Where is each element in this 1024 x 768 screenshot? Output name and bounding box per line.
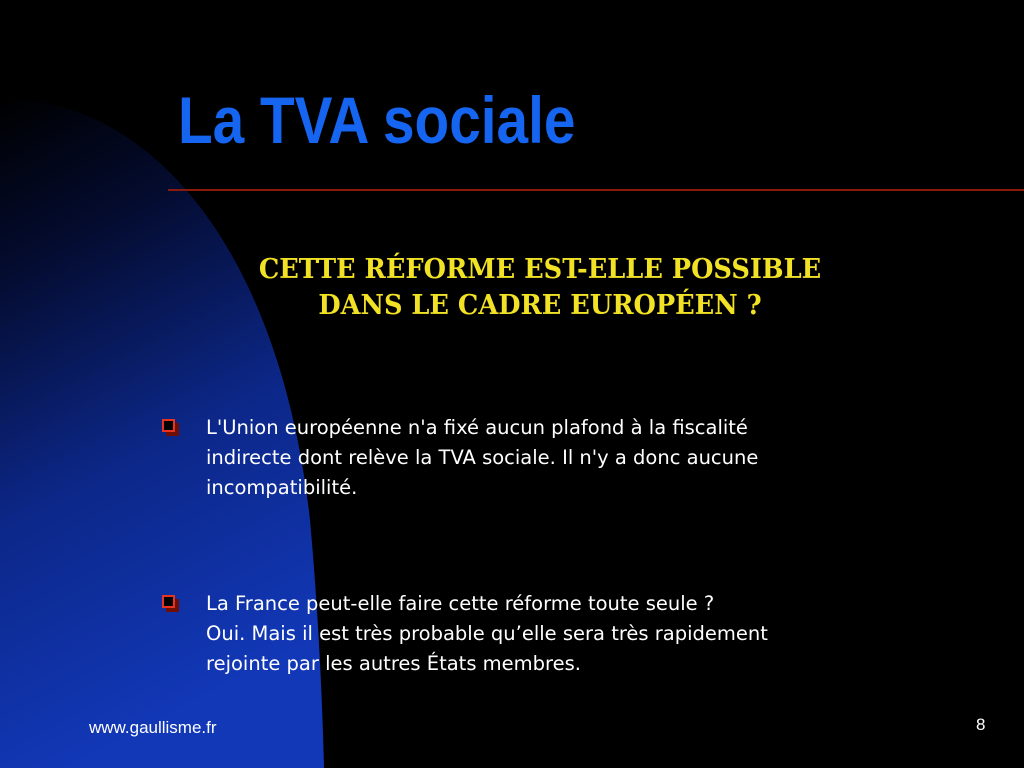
bullet-line: indirecte dont relève la TVA sociale. Il n'y a donc aucune — [206, 446, 759, 469]
subtitle-line: DANS LE CADRE EUROPÉEN ? — [318, 290, 762, 321]
footer-url: www.gaullisme.fr — [89, 718, 217, 737]
bullet-line: incompatibilité. — [206, 476, 358, 499]
bullet-text — [206, 413, 920, 503]
bullet-line: La France peut-elle faire cette réforme toute seule ? — [206, 592, 715, 615]
bullet-item — [160, 413, 920, 503]
page-number: 8 — [976, 715, 986, 734]
bullet-text — [206, 589, 920, 679]
bullet-line: Oui. Mais il est très probable qu’elle sera très rapidement — [206, 622, 768, 645]
checkbox-bullet-icon — [162, 595, 179, 612]
slide-title: La TVA sociale — [178, 83, 576, 157]
subtitle-line: CETTE RÉFORME EST-ELLE POSSIBLE — [258, 254, 822, 285]
slide-subtitle — [217, 252, 863, 324]
bullet-item — [160, 589, 920, 679]
bullet-line: rejointe par les autres États membres. — [206, 652, 581, 675]
bullet-line: L'Union européenne n'a fixé aucun plafond à la fiscalité — [206, 416, 748, 439]
checkbox-bullet-icon — [162, 419, 179, 436]
title-divider — [168, 189, 1024, 191]
